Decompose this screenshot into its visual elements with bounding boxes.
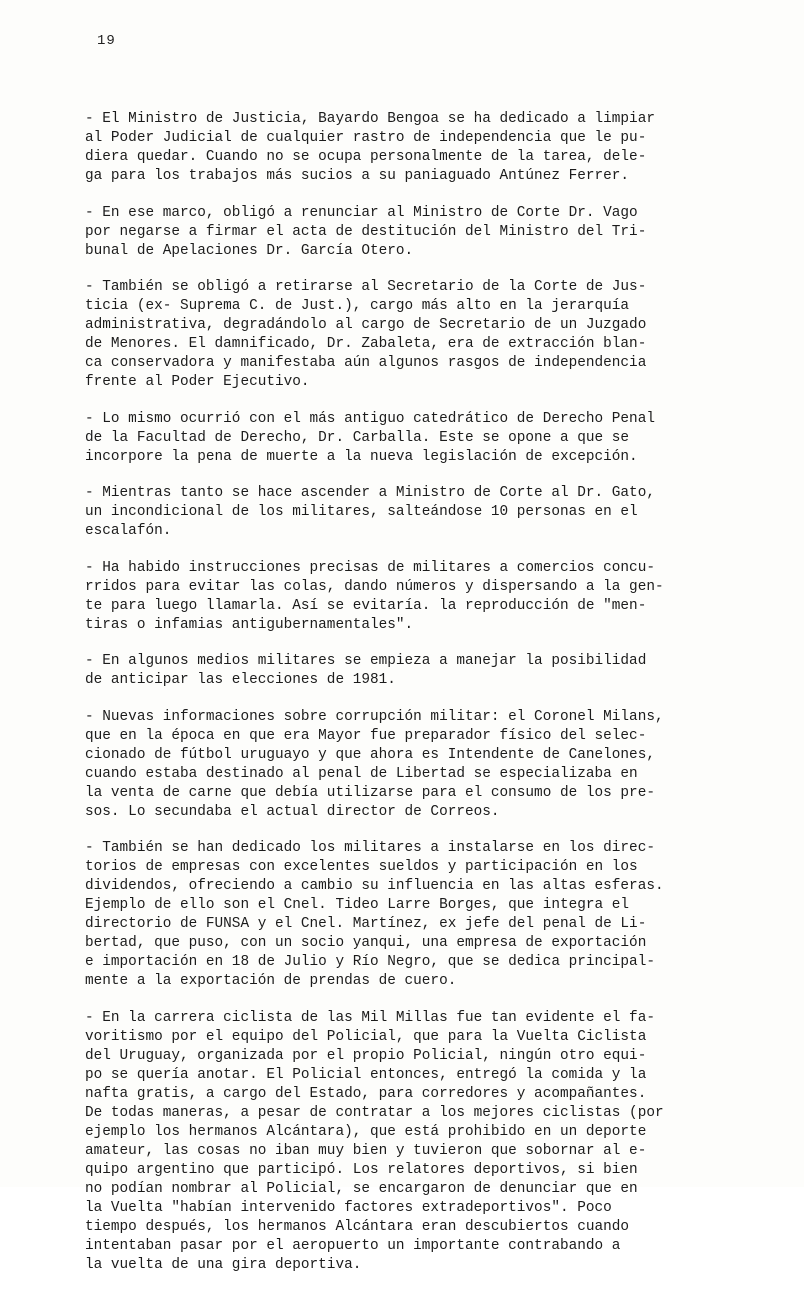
text-line: De todas maneras, a pesar de contratar a los mejores ciclistas (por xyxy=(85,1104,664,1121)
paragraph xyxy=(85,708,695,822)
text-line: directorio de FUNSA y el Cnel. Martínez, ex jefe del penal de Li- xyxy=(85,916,647,932)
text-line: bertad, que puso, con un socio yanqui, una empresa de exportación xyxy=(85,935,647,951)
text-line: nafta gratis, a cargo del Estado, para corredores y acompañantes. xyxy=(85,1085,647,1102)
paragraph xyxy=(85,839,695,991)
text-line: de Menores. El damnificado, Dr. Zabaleta, era de extracción blan- xyxy=(85,336,647,352)
text-line: un incondicional de los militares, salteándose 10 personas en el xyxy=(85,504,638,520)
text-line: - También se han dedicado los militares a instalarse en los direc- xyxy=(85,840,655,856)
text-line: de la Facultad de Derecho, Dr. Carballa. Este se opone a que se xyxy=(85,429,630,446)
text-line: ejemplo los hermanos Alcántara), que está prohibido en un deporte xyxy=(85,1123,647,1140)
text-line: po se quería anotar. El Policial entonces, entregó la comida y la xyxy=(85,1066,647,1083)
text-line: la venta de carne que debía utilizarse para el consumo de los pre- xyxy=(85,784,655,801)
text-line: mente a la exportación de prendas de cuero. xyxy=(85,973,457,989)
text-line: frente al Poder Ejecutivo. xyxy=(85,374,310,390)
paragraph xyxy=(85,559,695,635)
text-line: incorpore la pena de muerte a la nueva legislación de excepción. xyxy=(85,448,638,465)
text-line: - En ese marco, obligó a renunciar al Ministro de Corte Dr. Vago xyxy=(85,204,638,221)
text-line: cionado de fútbol uruguayo y que ahora es Intendente de Canelones, xyxy=(85,746,655,763)
text-line: sos. Lo secundaba el actual director de Correos. xyxy=(85,803,500,820)
paragraph xyxy=(85,652,695,690)
text-line: ca conservadora y manifestaba aún algunos rasgos de independencia xyxy=(85,355,647,371)
text-line: dividendos, ofreciendo a cambio su influencia en las altas esferas. xyxy=(85,878,664,894)
text-line: ticia (ex- Suprema C. de Just.), cargo más alto en la jerarquía xyxy=(85,298,630,314)
paragraph xyxy=(85,484,695,541)
text-line: que en la época en que era Mayor fue preparador físico del selec- xyxy=(85,727,647,744)
text-line: no podían nombrar al Policial, se encargaron de denunciar que en xyxy=(85,1180,638,1197)
text-line: diera quedar. Cuando no se ocupa personalmente de la tarea, dele- xyxy=(85,149,647,165)
text-line: tiras o infamias antigubernamentales". xyxy=(85,616,414,633)
text-line: al Poder Judicial de cualquier rastro de independencia que le pu- xyxy=(85,130,647,146)
paragraph xyxy=(85,204,695,261)
text-line: tiempo después, los hermanos Alcántara eran descubiertos cuando xyxy=(85,1218,630,1235)
text-line: - También se obligó a retirarse al Secretario de la Corte de Jus- xyxy=(85,279,647,295)
page-number: 19 xyxy=(97,33,116,49)
text-line: intentaban pasar por el aeropuerto un importante contrabando a xyxy=(85,1237,621,1254)
text-line: del Uruguay, organizada por el propio Policial, ningún otro equi- xyxy=(85,1047,647,1064)
text-line: torios de empresas con excelentes sueldos y participación en los xyxy=(85,859,638,875)
text-line: ga para los trabajos más sucios a su paniaguado Antúnez Ferrer. xyxy=(85,168,630,184)
text-line: - Ha habido instrucciones precisas de militares a comercios concu- xyxy=(85,559,655,576)
paragraph xyxy=(85,110,695,186)
text-line: la vuelta de una gira deportiva. xyxy=(85,1256,362,1273)
text-line: Ejemplo de ello son el Cnel. Tideo Larre Borges, que integra el xyxy=(85,897,630,913)
text-line: te para luego llamarla. Así se evitaría. la reproducción de "men- xyxy=(85,597,647,614)
text-line: voritismo por el equipo del Policial, que para la Vuelta Ciclista xyxy=(85,1028,647,1045)
text-line: administrativa, degradándolo al cargo de Secretario de un Juzgado xyxy=(85,317,647,333)
text-line: por negarse a firmar el acta de destitución del Ministro del Tri- xyxy=(85,223,647,240)
text-line: - El Ministro de Justicia, Bayardo Bengoa se ha dedicado a limpiar xyxy=(85,111,655,127)
paragraph xyxy=(85,278,695,392)
text-line: - En algunos medios militares se empieza a manejar la posibilidad xyxy=(85,653,647,669)
text-line: quipo argentino que participó. Los relatores deportivos, si bien xyxy=(85,1161,638,1178)
text-line: bunal de Apelaciones Dr. García Otero. xyxy=(85,242,414,259)
text-line: rridos para evitar las colas, dando números y dispersando a la gen- xyxy=(85,578,664,595)
text-line: - Nuevas informaciones sobre corrupción militar: el Coronel Milans, xyxy=(85,708,664,725)
text-line: - Mientras tanto se hace ascender a Ministro de Corte al Dr. Gato, xyxy=(85,485,655,501)
text-line: escalafón. xyxy=(85,523,172,539)
text-line: amateur, las cosas no iban muy bien y tuvieron que sobornar al e- xyxy=(85,1142,647,1159)
paragraph xyxy=(85,410,695,467)
text-line: cuando estaba destinado al penal de Libertad se especializaba en xyxy=(85,765,638,782)
text-line: la Vuelta "habían intervenido factores extradeportivos". Poco xyxy=(85,1199,612,1216)
paragraph xyxy=(85,1009,695,1275)
text-line: e importación en 18 de Julio y Río Negro, que se dedica principal- xyxy=(85,954,655,970)
text-line: - Lo mismo ocurrió con el más antiguo catedrático de Derecho Penal xyxy=(85,410,655,427)
body-text xyxy=(85,110,695,1292)
text-line: - En la carrera ciclista de las Mil Millas fue tan evidente el fa- xyxy=(85,1009,655,1026)
text-line: de anticipar las elecciones de 1981. xyxy=(85,672,396,688)
